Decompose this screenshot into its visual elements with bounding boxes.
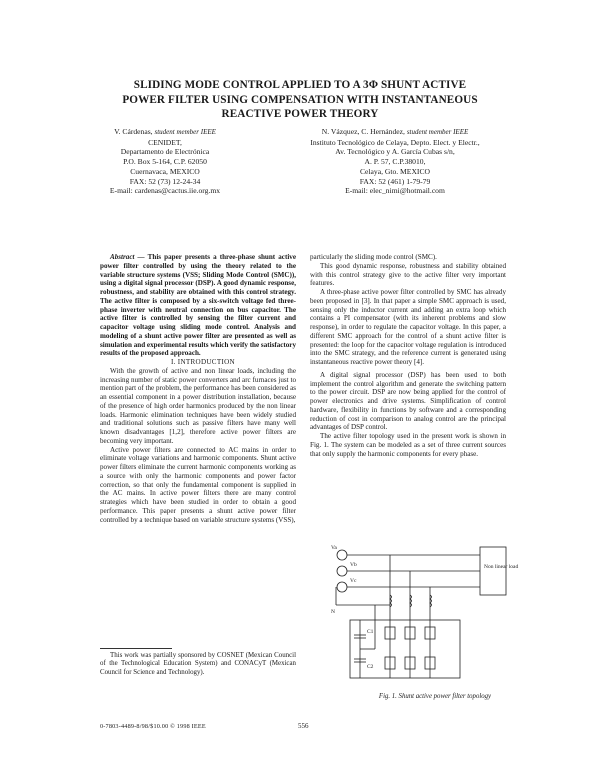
footer-copyright: 0-7803-4489-8/98/$10.00 © 1998 IEEE	[100, 723, 206, 730]
figure-topology	[330, 535, 519, 685]
source-b-icon	[337, 566, 347, 576]
author-line: Celaya, Gto. MEXICO	[359, 166, 431, 176]
cap-label-2: C2	[367, 664, 374, 670]
author-line: Av. Tecnológico y A. García Cubas s/n,	[335, 147, 455, 157]
abstract-text: This paper presents a three-phase shunt active power filter controlled by using the theory related to the variable structure systems (VSS; Sliding Mode Control (SMC)), using a digital signal processor (DSP). A good dynamic response, robustness, and stability are obtained with this control strategy. The active filter is composed by a six-switch voltage fed three-phase inverter with neutral connection on bus capacitor. The active filter is controlled by sensing the filter current and capacitor voltage using sliding mode control. Analysis and modeling of a shunt active power filter are presented as well as simulation and experimental results which verify the satisfactory results of the proposed approach.	[100, 253, 296, 358]
author-email-left: E-mail: cardenas@cactus.iie.org.mx	[109, 186, 221, 196]
author-line: FAX: 52 (461) 1-79-79	[359, 176, 431, 186]
load-label: Non linear load	[484, 564, 519, 570]
author-role-left: student member IEEE	[154, 128, 216, 136]
author-line: FAX: 52 (73) 12-24-34	[129, 176, 201, 186]
load-box	[480, 547, 506, 595]
author-line: A. P. 57, C.P.38010,	[364, 157, 426, 167]
paragraph: A digital signal processor (DSP) has been used to both implement the control algorithm and generate the switching pattern to the power circuit. DSP are now being applied for the control of power electronics and drive systems. Simplification of control hardware, flexibility in functions by software and a corresponding reduction of cost in comparison to analog control are the principal advantages of DSP control.	[310, 370, 506, 432]
paragraph: particularly the sliding mode control (SMC).	[310, 253, 437, 261]
author-name-right: N. Vázquez, C. Hernández,	[321, 127, 405, 136]
author-line: P.O. Box 5-164, C.P. 62050	[123, 157, 207, 167]
right-column	[310, 253, 506, 458]
author-role-right: student member IEEE	[406, 128, 469, 136]
author-line: Cuernavaca, MEXICO	[130, 166, 200, 176]
author-email-right: E-mail: elec_nimi@hotmail.com	[345, 186, 445, 196]
author-line: CENIDET,	[148, 137, 182, 147]
section-heading-introduction: I. INTRODUCTION	[170, 358, 235, 366]
paragraph: This good dynamic response, robustness and stability obtained with this control strategy give to the active filter very important features.	[310, 261, 506, 288]
author-line: Instituto Tecnológico de Celaya, Depto. Elect. y Electr.,	[310, 137, 480, 147]
left-column	[100, 253, 296, 524]
paragraph: A three-phase active power filter controlled by SMC has already been proposed in [3]. In that paper a simple SMC approach is used, sensing only the inductor current and adding an extra loop which contains a PI compensator (with its inherent problems and slow response), in order to regulate the capacitor voltage. In this paper, a different SMC approach for the control of a shunt active filter is presented: the loop for the capacitor voltage regulation is introduced into the SMC strategy, and the reference current is generated using instantaneous reactive power theory [4].	[310, 288, 506, 366]
paper-title	[60, 78, 540, 122]
author-line: Departamento de Electrónica	[120, 147, 210, 157]
source-label-a: Va	[331, 545, 337, 551]
paragraph: The active filter topology used in the present work is shown in Fig. 1. The system can be modeled as a set of three current sources that only supply the harmonic components for every phase.	[310, 432, 506, 458]
title-line-3: REACTIVE POWER THEORY	[221, 108, 379, 120]
footnote-text: This work was partially sponsored by COSNET (Mexican Council of the Technological Education System) and CONACyT (Mexican Council for Science and Technology).	[100, 652, 296, 676]
source-label-b: Vb	[350, 562, 357, 568]
source-c-icon	[337, 582, 347, 592]
author-block-left	[80, 127, 250, 196]
source-label-c: Vc	[350, 578, 357, 584]
title-line-1: SLIDING MODE CONTROL APPLIED TO A 3Φ SHUNT ACTIVE	[133, 79, 467, 91]
neutral-label: N	[331, 609, 335, 615]
footnote	[100, 652, 296, 677]
figure-caption: Fig. 1. Shunt active power filter topology	[378, 693, 492, 700]
cap-label-1: C1	[367, 629, 374, 635]
abstract-label: Abstract —	[110, 253, 145, 261]
abstract	[100, 253, 296, 358]
source-a-icon	[337, 550, 347, 560]
page-number: 556	[298, 722, 309, 730]
title-line-2: POWER FILTER USING COMPENSATION WITH INSTANTANEOUS	[122, 93, 478, 106]
author-name-left: V. Cárdenas,	[114, 127, 153, 136]
author-block-right	[285, 127, 505, 196]
footnote-rule	[100, 648, 172, 649]
paragraph: With the growth of active and non linear loads, including the increasing number of static power converters and arc furnaces just to mention part of the problem, the performance has been considered as an essential component in a power distribution installation, because of the presence of high order harmonics produced by the non linear loads. Harmonic elimination techniques have been widely studied and traditional solutions such as passive filters have many well known disadvantages [1,2], therefore active power filters are becoming very important.	[100, 366, 296, 445]
paragraph: Active power filters are connected to AC mains in order to eliminate voltage variations and harmonic components. Shunt active power filters eliminate the current harmonic components working as a source with only the harmonic components and power factor correction, so that only the fundamental component is supplied in the AC mains. In active power filters there are many control strategies which have been studied in order to obtain a good performance. This paper presents a shunt active power filter controlled by a technique based on variable structure systems (VSS),	[100, 445, 296, 524]
figure-wiring	[336, 547, 506, 678]
